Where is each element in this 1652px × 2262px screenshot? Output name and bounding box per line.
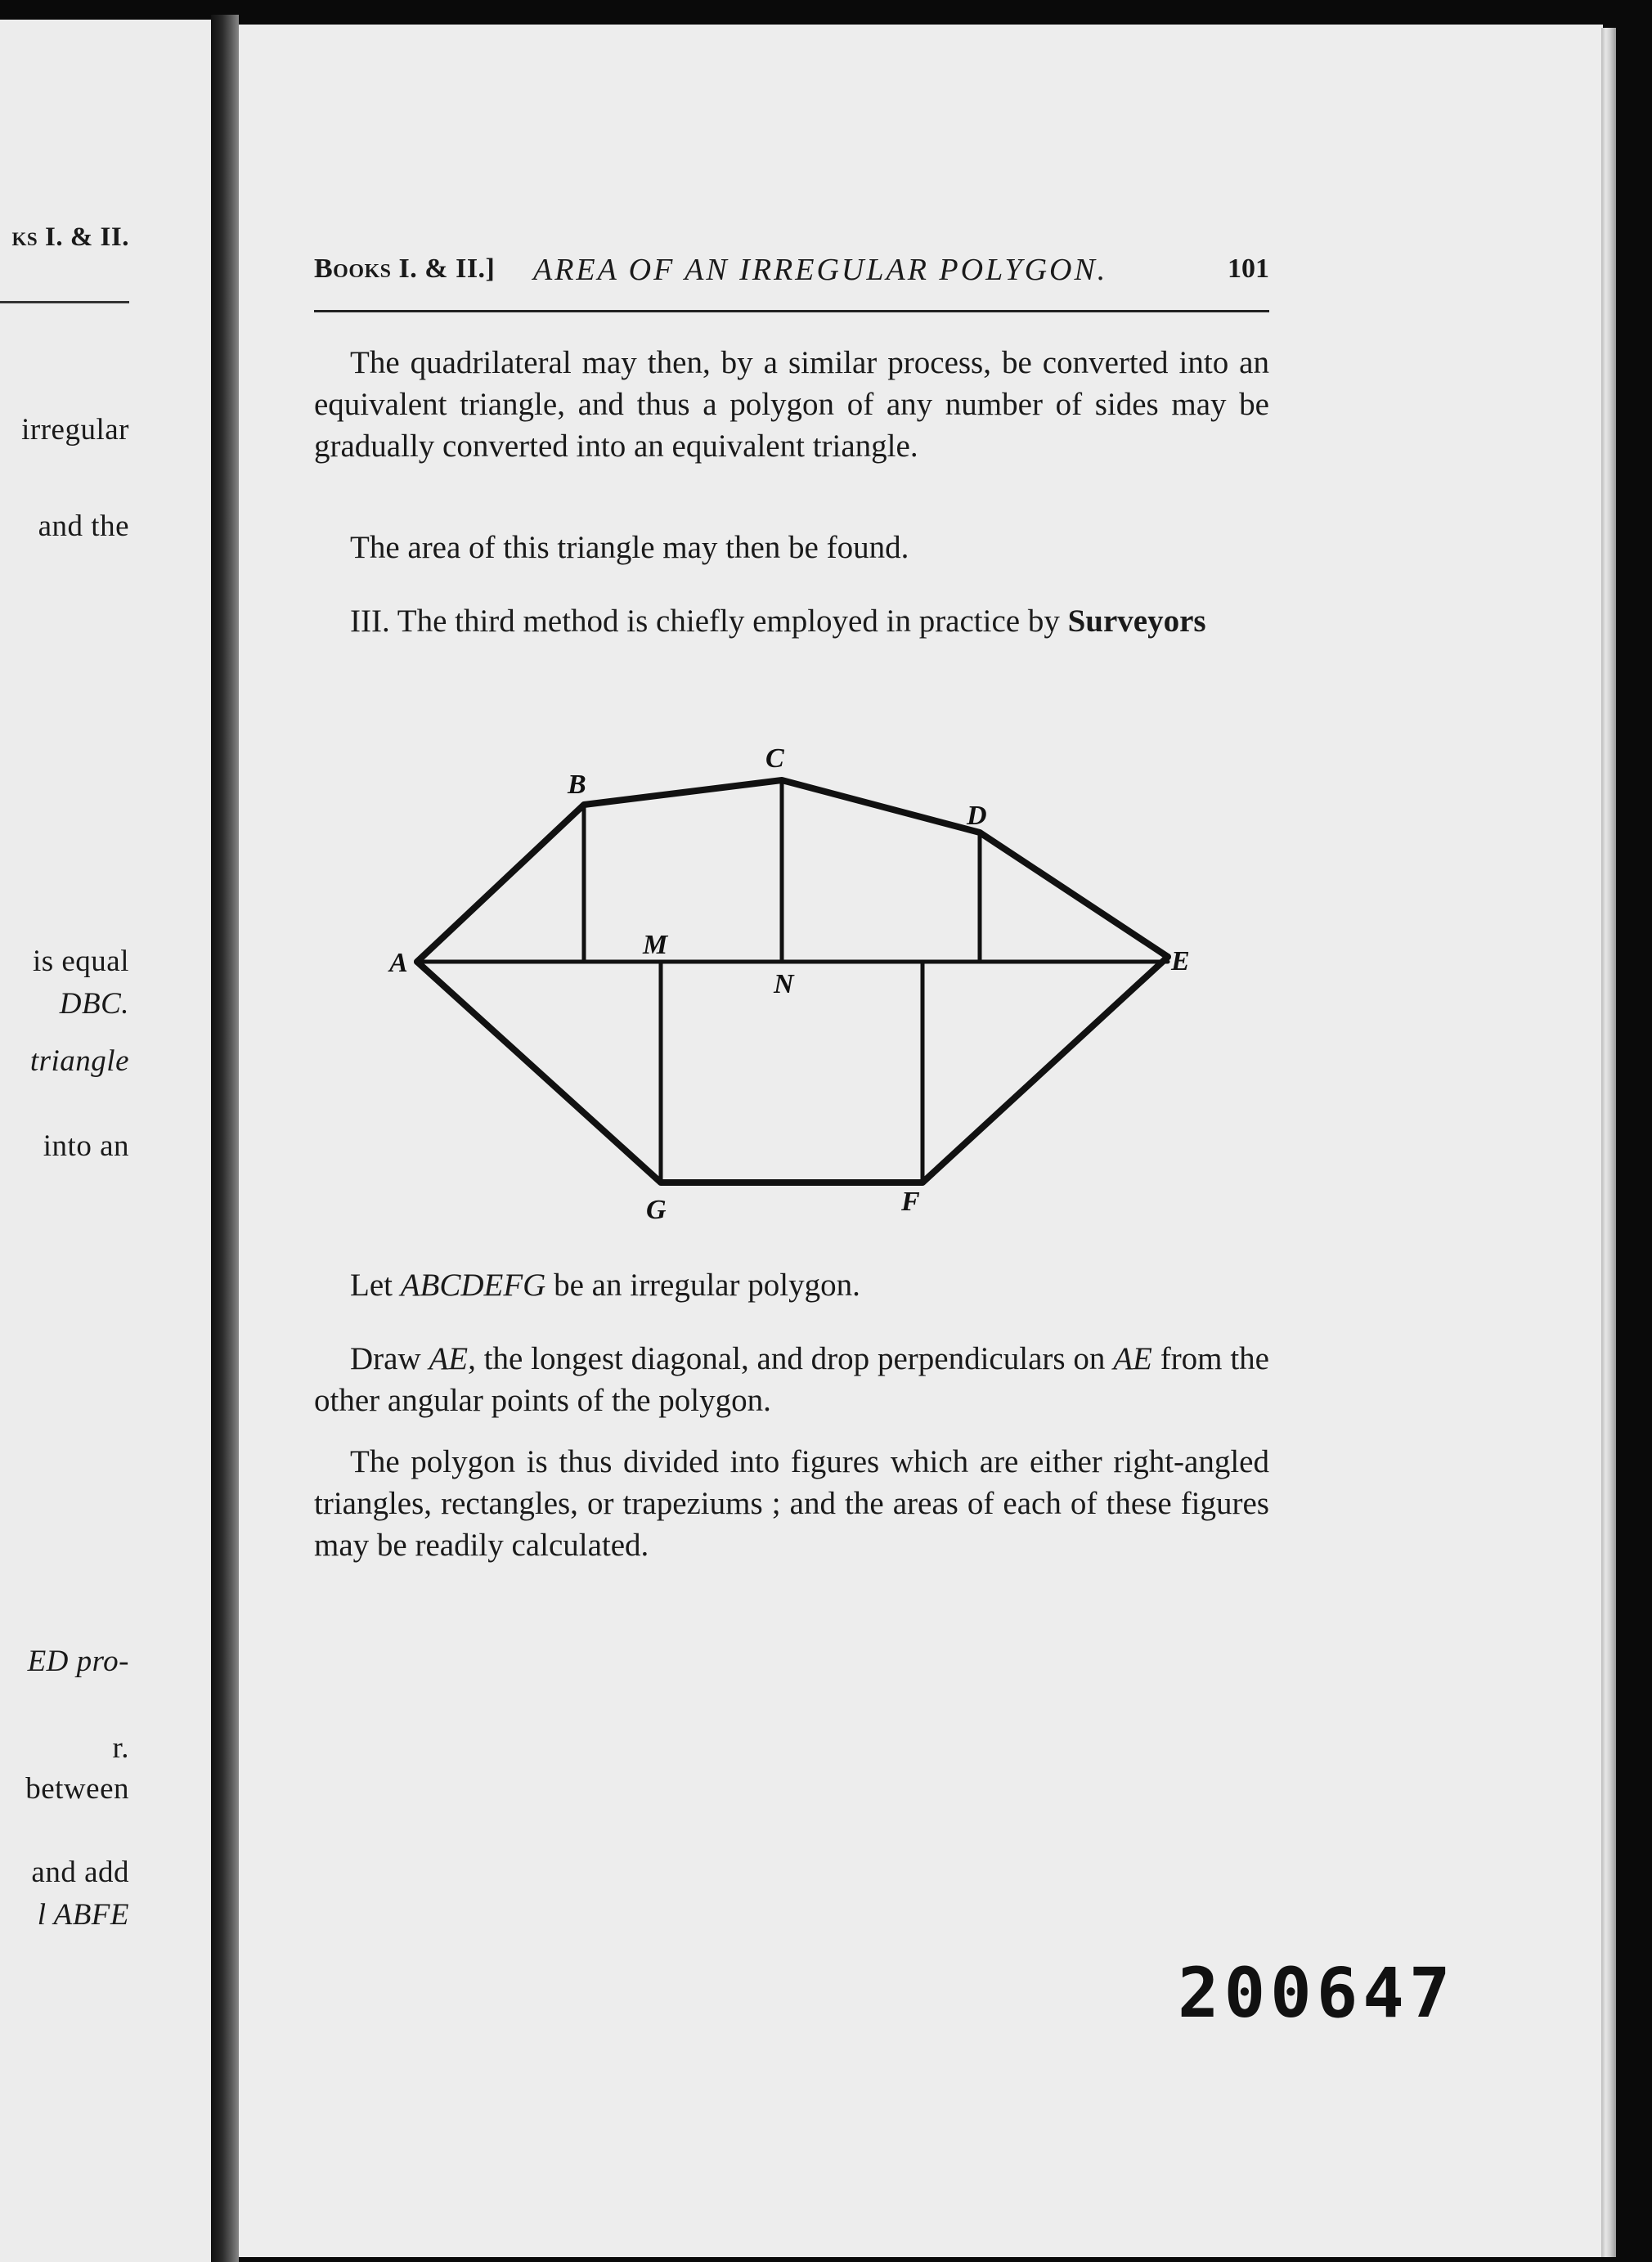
paragraph-5-mid: the longest diagonal, and drop perpendiculars on [475, 1341, 1114, 1376]
left-line-0: ks I. & II. [11, 222, 129, 252]
accession-stamp: 200647 [1178, 1953, 1456, 2033]
left-line-2: and the [38, 509, 129, 543]
page-number: 101 [1228, 254, 1269, 284]
left-page [0, 20, 211, 2262]
paragraph-3-text: III. The third method is chiefly employed in practice by [350, 604, 1060, 639]
header-books: Books I. & II.] [314, 254, 496, 284]
paragraph-5-post: from the other angular points of the polygon. [314, 1341, 1269, 1418]
label-M: M [643, 930, 668, 960]
left-line-3: is equal [32, 945, 129, 978]
paragraph-3-surveyors: Surveyors [1067, 604, 1206, 639]
left-line-4: DBC. [59, 987, 129, 1021]
paragraph-4-pre: Let [350, 1268, 401, 1303]
paragraph-5-pre: Draw [350, 1341, 429, 1376]
paragraph-4-post: be an irregular polygon. [545, 1268, 860, 1303]
paragraph-5 [314, 1338, 1269, 1421]
paragraph-2-text: The area of this triangle may then be found. [350, 530, 909, 565]
paragraph-6-text: The polygon is thus divided into figures which are either right-angled triangles, rectangles, or trapeziums ; and the areas of each of these figures may be readily calculated. [314, 1444, 1269, 1563]
label-B: B [568, 770, 586, 800]
polygon-figure [383, 746, 1217, 1228]
label-G: G [646, 1195, 667, 1225]
polygon-edge-ABCDE [417, 780, 1168, 962]
label-N: N [774, 969, 794, 999]
left-line-1: irregular [21, 413, 129, 447]
paragraph-4-italic: ABCDEFG [400, 1268, 546, 1303]
label-D: D [967, 801, 987, 831]
left-line-8: r. [112, 1731, 129, 1765]
header-title: AREA OF AN IRREGULAR POLYGON. [533, 253, 1108, 287]
label-C: C [765, 746, 784, 774]
paragraph-2 [314, 527, 1269, 568]
left-line-10: and add [31, 1856, 129, 1889]
book-binding [211, 15, 239, 2262]
header-rule [314, 310, 1269, 312]
left-line-6: into an [43, 1129, 129, 1163]
label-A: A [389, 948, 408, 978]
paragraph-1-text: The quadrilateral may then, by a similar process, be converted into an equivalent triangle, and thus a polygon of any number of sides may be gradually converted into an equivalent triangle. [314, 345, 1269, 464]
paragraph-3 [314, 600, 1269, 642]
left-line-5: triangle [29, 1044, 129, 1078]
left-line-11: l ABFE [37, 1898, 129, 1932]
left-line-9: between [25, 1772, 129, 1806]
running-header [314, 254, 1269, 286]
paragraph-4 [314, 1264, 1269, 1306]
paragraph-1 [314, 342, 1269, 467]
left-header-rule [0, 301, 129, 303]
label-E: E [1171, 946, 1190, 976]
paragraph-6 [314, 1441, 1269, 1566]
paragraph-5-italic-1: AE, [429, 1341, 476, 1376]
label-F: F [901, 1187, 920, 1217]
paragraph-5-italic-2: AE [1113, 1341, 1152, 1376]
left-line-7: ED pro- [27, 1645, 129, 1678]
page-edge [1601, 28, 1616, 2257]
